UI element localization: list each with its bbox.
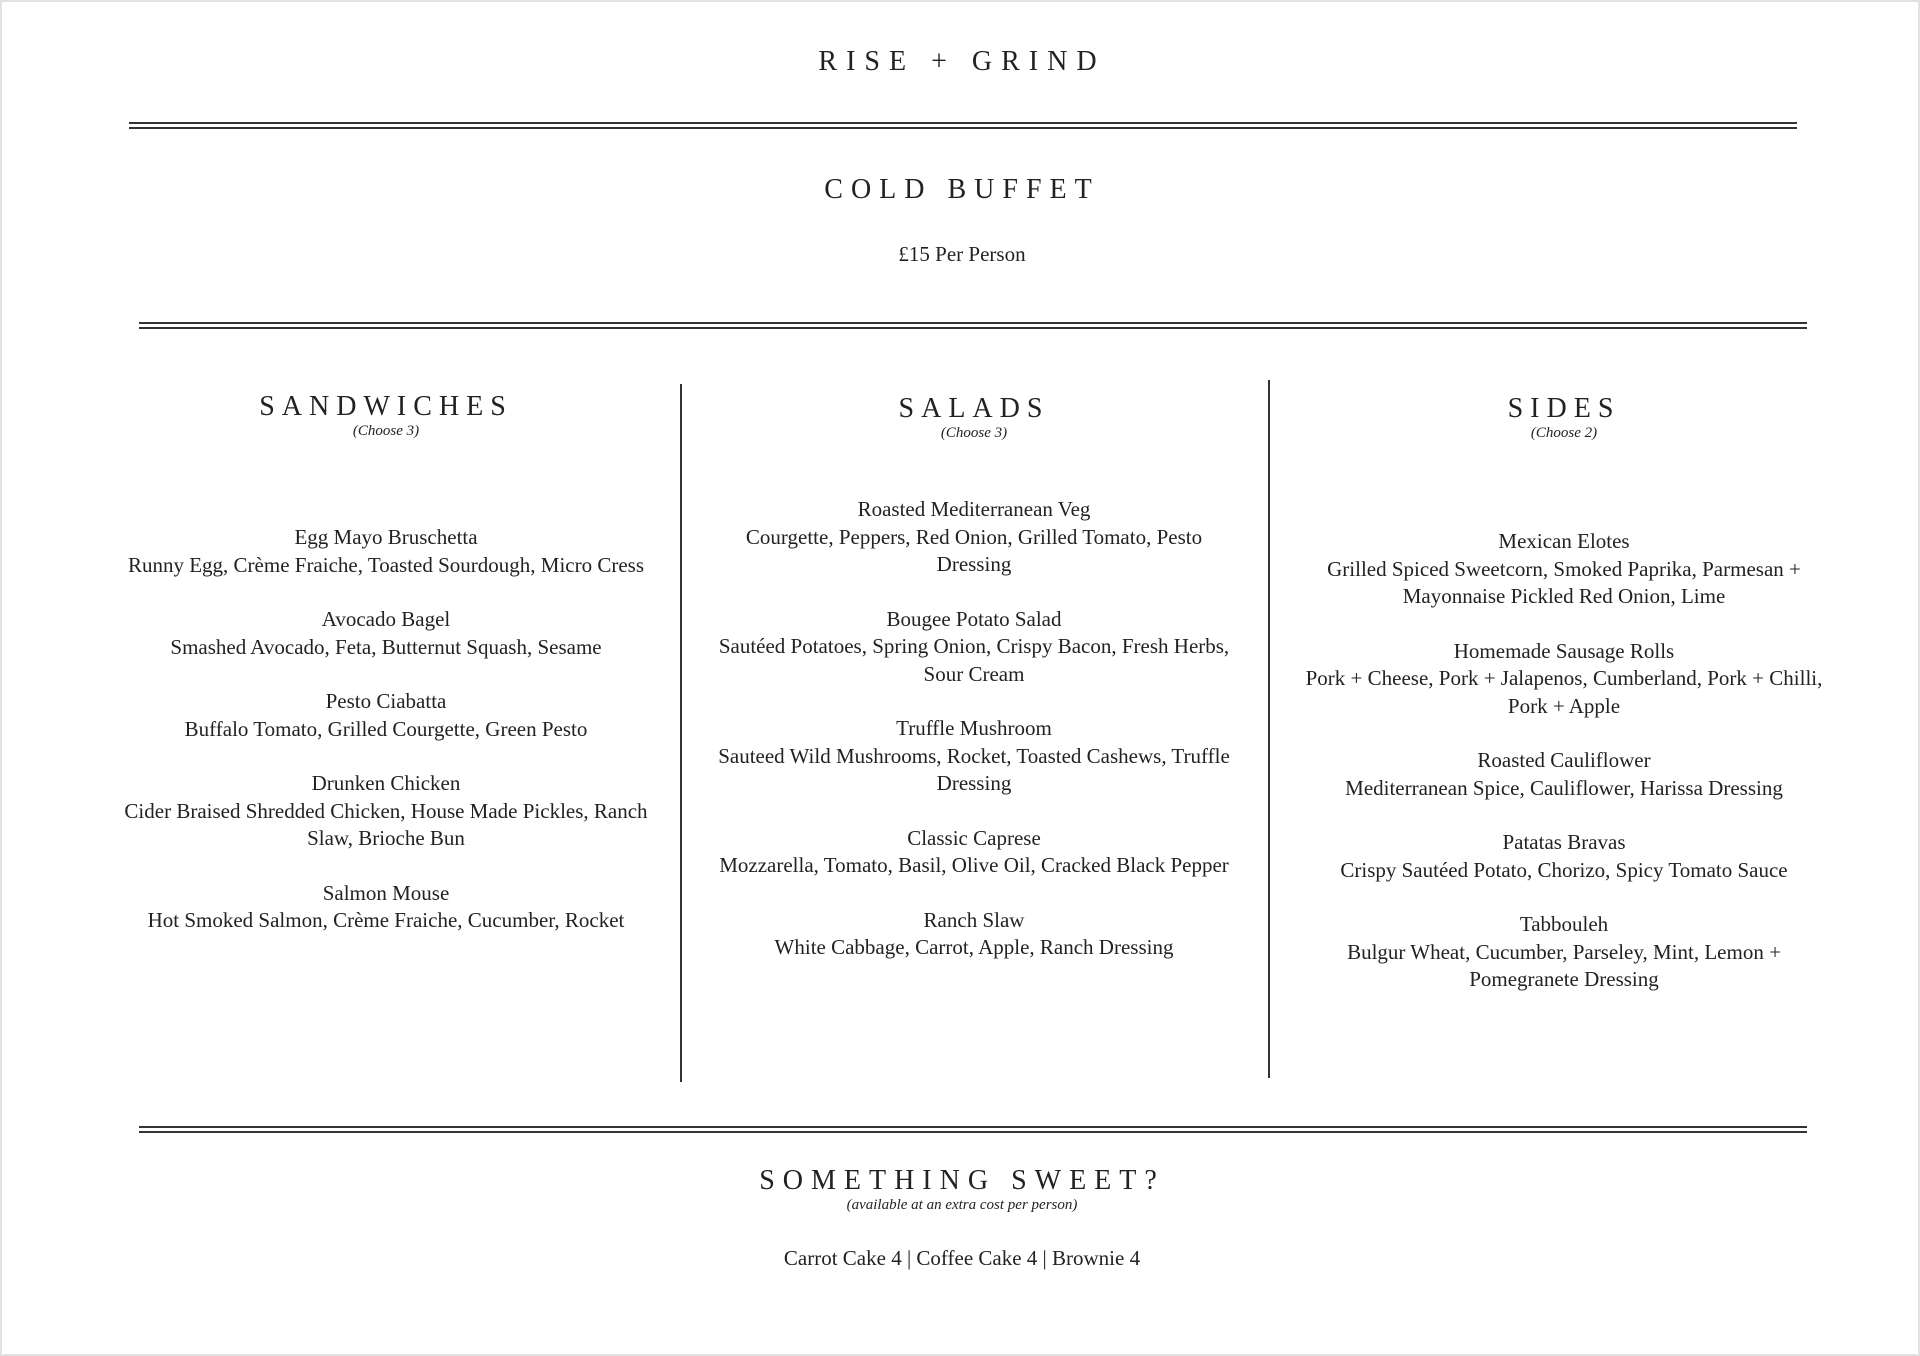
- list-item: [122, 524, 650, 579]
- list-item: [122, 606, 650, 661]
- column-divider: [680, 384, 682, 1082]
- list-item: [122, 770, 650, 853]
- item-name: Patatas Bravas: [1502, 830, 1626, 854]
- item-description: Smashed Avocado, Feta, Butternut Squash, Sesame: [170, 634, 602, 659]
- section-note: (Choose 3): [940, 425, 1008, 441]
- item-description: Crispy Sautéed Potato, Chorizo, Spicy Tomato Sauce: [1340, 857, 1788, 882]
- list-item: [710, 606, 1238, 689]
- salads-list: [710, 496, 1238, 989]
- sides-column: [1298, 392, 1830, 991]
- section-note: (Choose 2): [1530, 425, 1598, 441]
- list-item: [122, 688, 650, 743]
- section-heading: SALADS: [898, 393, 1050, 424]
- brand-name: RISE + GRIND: [818, 46, 1106, 77]
- item-description: Sautéed Potatoes, Spring Onion, Crispy Bacon, Fresh Herbs, Sour Cream: [718, 634, 1230, 686]
- list-item: [1298, 638, 1830, 721]
- item-name: Tabbouleh: [1519, 912, 1609, 936]
- item-description: Hot Smoked Salmon, Crème Fraiche, Cucumber, Rocket: [147, 908, 625, 932]
- sandwiches-column: [122, 390, 650, 932]
- item-description: Buffalo Tomato, Grilled Courgette, Green Pesto: [184, 716, 588, 741]
- list-item: [710, 715, 1238, 798]
- salads-column: [710, 392, 1238, 959]
- divider-top: [129, 122, 1797, 129]
- item-description: Runny Egg, Crème Fraiche, Toasted Sourdough, Micro Cress: [127, 552, 645, 577]
- list-item: [710, 907, 1238, 962]
- column-divider: [1268, 380, 1270, 1078]
- item-name: Roasted Mediterranean Veg: [857, 497, 1091, 521]
- menu-price: £15 Per Person: [898, 242, 1026, 266]
- item-name: Bougee Potato Salad: [886, 606, 1062, 631]
- divider-upper: [139, 322, 1807, 329]
- item-description: Grilled Spiced Sweetcorn, Smoked Paprika, Parmesan + Mayonnaise Pickled Red Onion, Lime: [1327, 556, 1801, 608]
- item-name: Drunken Chicken: [311, 771, 461, 795]
- item-description: Mediterranean Spice, Cauliflower, Harissa Dressing: [1345, 775, 1783, 800]
- sweet-note: (available at an extra cost per person): [846, 1197, 1078, 1213]
- menu-title: COLD BUFFET: [824, 174, 1100, 205]
- item-description: Bulgur Wheat, Cucumber, Parseley, Mint, Lemon + Pomegranete Dressing: [1347, 939, 1781, 991]
- item-name: Classic Caprese: [907, 825, 1041, 850]
- item-description: Pork + Cheese, Pork + Jalapenos, Cumberland, Pork + Chilli, Pork + Apple: [1305, 666, 1823, 718]
- item-description: Courgette, Peppers, Red Onion, Grilled Tomato, Pesto Dressing: [745, 524, 1203, 576]
- item-name: Pesto Ciabatta: [325, 689, 447, 713]
- sweet-heading: SOMETHING SWEET?: [759, 1165, 1165, 1196]
- section-note: (Choose 3): [352, 423, 420, 439]
- item-name: Mexican Elotes: [1498, 529, 1630, 553]
- sweet-items: Carrot Cake 4 | Coffee Cake 4 | Brownie 4: [783, 1246, 1141, 1270]
- item-name: Homemade Sausage Rolls: [1453, 638, 1675, 663]
- item-description: Mozzarella, Tomato, Basil, Olive Oil, Cracked Black Pepper: [719, 853, 1229, 877]
- section-heading: SIDES: [1507, 393, 1621, 424]
- list-item: [1298, 747, 1830, 802]
- sides-list: [1298, 528, 1830, 1021]
- list-item: [1298, 528, 1830, 611]
- item-description: Cider Braised Shredded Chicken, House Made Pickles, Ranch Slaw, Brioche Bun: [124, 798, 648, 850]
- item-description: Sauteed Wild Mushrooms, Rocket, Toasted Cashews, Truffle Dressing: [718, 743, 1230, 795]
- item-name: Truffle Mushroom: [896, 716, 1052, 740]
- item-name: Egg Mayo Bruschetta: [294, 525, 478, 549]
- section-heading: SANDWICHES: [259, 391, 513, 422]
- list-item: [1298, 829, 1830, 884]
- item-name: Roasted Cauliflower: [1477, 748, 1651, 772]
- list-item: [710, 825, 1238, 880]
- item-name: Salmon Mouse: [322, 880, 450, 905]
- item-name: Ranch Slaw: [923, 907, 1025, 932]
- list-item: [1298, 911, 1830, 994]
- divider-lower: [139, 1126, 1807, 1133]
- sandwiches-list: [122, 524, 650, 962]
- item-description: White Cabbage, Carrot, Apple, Ranch Dressing: [774, 935, 1174, 959]
- item-name: Avocado Bagel: [321, 607, 451, 631]
- list-item: [710, 496, 1238, 579]
- list-item: [122, 880, 650, 935]
